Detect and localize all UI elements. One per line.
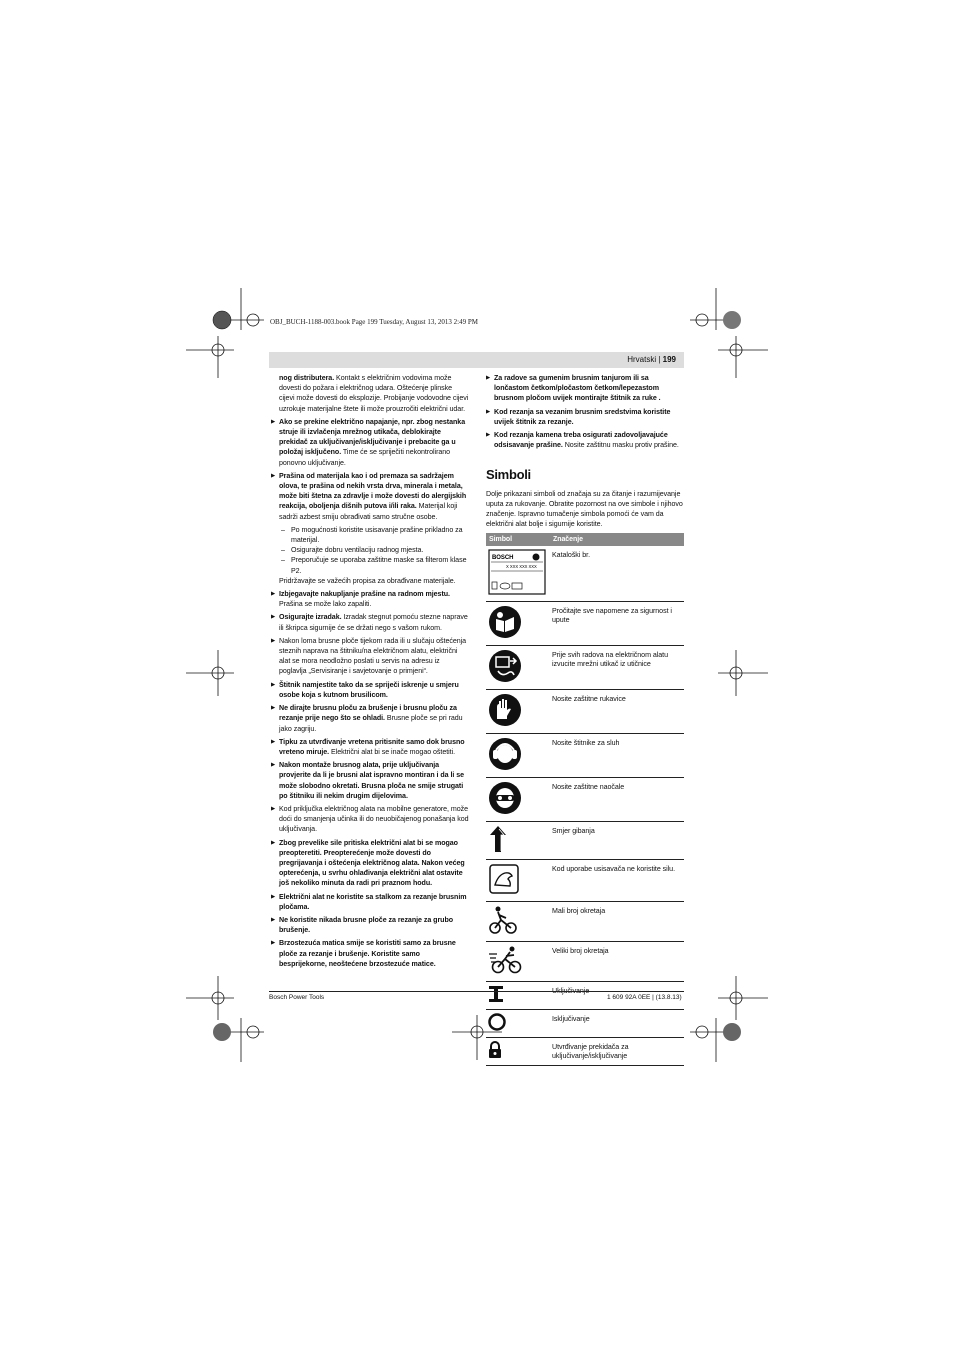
bullet-item [279, 636, 469, 677]
plate-code: X XXX XXX XXX [506, 564, 537, 570]
table-header-row [486, 533, 684, 546]
table-row [486, 646, 684, 690]
symbol-meaning: Prije svih radova na električnom alatu izvucite mrežni utikač iz utičnice [550, 646, 684, 690]
bullet-item [486, 407, 684, 427]
switch-on-icon [486, 982, 550, 1010]
section-intro: Dolje prikazani simboli od značaja su za čitanje i razumijevanje uputa za rukovanje. Obratite pozornost na ove simbole i njihovo značenje. Ispravno tumačenje simbola pomoći će vam da električni alat bolje i sigurnije koristite. [486, 489, 683, 529]
bold-text: Nakon montaže brusnog alata, prije uključivanja provjerite da li je brusni alat ispravno montiran i da li se može slobodno okretati. Brusna ploča ne smije strugati po štitniku ili nekim drugim dijelovima. [279, 761, 465, 800]
table-row [486, 546, 684, 602]
ear-protection-icon [486, 734, 550, 778]
bullet-item [279, 760, 469, 801]
left-column [279, 373, 469, 972]
table-row [486, 1010, 684, 1038]
symbol-meaning: Veliki broj okretaja [550, 942, 684, 982]
bullet-item [279, 589, 469, 609]
symbol-meaning: Nosite zaštitne rukavice [550, 690, 684, 734]
table-row [486, 822, 684, 860]
symbol-meaning: Smjer gibanja [550, 822, 684, 860]
bullet-item [279, 915, 469, 935]
body-text: Po mogućnosti koristite usisavanje prašine prikladno za materijal. [291, 525, 463, 545]
table-row [486, 1038, 684, 1066]
bold-text: Brzostezuća matica smije se koristiti samo za brusne ploče za rezanje i brušenje. Koristite samo besprijekorne, neoštećene brzostezuće matice. [279, 939, 456, 968]
symbol-meaning: Mali broj okretaja [550, 902, 684, 942]
body-text: Kontakt s električnim vodovima može dovesti do požara i električnog udara. Oštećenje plinske cijevi može dovesti do eksplozije. Probijanje vodovodne cijevi uzrokuje materijalne štete ili može prouzročiti električni udar. [279, 374, 469, 413]
bullet-item [279, 612, 469, 632]
bold-text: Tipku za utvrđivanje vretena pritisnite samo dok brusno vreteno miruje. [279, 737, 465, 756]
bullet-item [486, 373, 684, 404]
table-row [486, 942, 684, 982]
bold-text: Zbog prevelike sile pritiska električni alat bi se mogao preopteretiti. Preopterećenje može dovesti do pregrijavanja i oštećenja električnog alata. Nakon većeg opterećenja, u svrhu ohlađivanja električni alat ostavite još nekoliko minuta da radi pri praznom hodu. [279, 838, 465, 888]
body-text: Pridržavajte se važećih propisa za obrađivane materijale. [279, 576, 456, 585]
symbol-meaning: Nosite zaštitne naočale [550, 778, 684, 822]
bold-text: Ako se prekine električno napajanje, npr. zbog nestanka struje ili izvlačenja mrežnog utikača, deblokirajte prekidač za uključivanje/isključivanje i prebacite ga u položaj isključeno. [279, 417, 466, 457]
dash-item [279, 555, 469, 575]
bullet-item [279, 838, 469, 889]
body-text: Brusne ploče se pri radu jako zagriju. [279, 714, 463, 733]
header-separator: | [658, 355, 661, 364]
nameplate-icon [486, 546, 550, 602]
body-text: Nakon loma brusne ploče tijekom rada ili u slučaju oštećenja steznih naprava na štitniku/na električnom alatu, električni alat se mora neodložno poslati u servis na adresu iz poglavlja „Servisiranje i savjetovanje o primjeni“. [279, 636, 467, 676]
symbol-meaning: Nosite štitnike za sluh [550, 734, 684, 778]
body-text: Izradak stegnut pomoću stezne naprave ili škripca sigurnije će se držati nego s vašom rukom. [279, 613, 468, 632]
plate-brand: BOSCH [492, 555, 514, 562]
symbol-meaning: Kataloški br. [550, 546, 684, 602]
body-text: Prašina se može lako zapaliti. [279, 600, 372, 609]
page-number: 199 [662, 355, 676, 364]
bullet-item [279, 417, 469, 468]
footer-brand: Bosch Power Tools [269, 994, 325, 1001]
bullet-item [279, 938, 469, 969]
table-row [486, 734, 684, 778]
bold-text: nog distributera. [279, 374, 335, 382]
body-text: Kod priključka električnog alata na mobilne generatore, može doći do smanjenja učinka ili do neuobičajenog ponašanja kod uključivanja. [279, 804, 469, 834]
table-row [486, 902, 684, 942]
table-row [486, 602, 684, 646]
bullet-item [279, 703, 469, 734]
bold-text: Električni alat ne koristite sa stalkom za rezanje brusnim pločama. [279, 892, 467, 911]
body-text: Materijal koji sadrži azbest smiju obrađivati samo stručne osobe. [279, 502, 458, 521]
bullet-item [279, 737, 469, 757]
bold-text: Izbjegavajte nakupljanje prašine na radnom mjestu. [279, 590, 450, 599]
symbol-meaning: Pročitajte sve napomene za sigurnost i upute [550, 602, 684, 646]
table-row [486, 690, 684, 734]
dash-item [279, 545, 469, 555]
symbols-table [486, 533, 684, 1066]
bold-text: Ne dirajte brusnu ploču za brušenje i brusnu ploču za rezanje prije nego što se ohladi. [279, 704, 457, 723]
paragraph [279, 373, 469, 414]
gloves-icon [486, 690, 550, 734]
bold-text: Za radove sa gumenim brusnim tanjurom ili sa lončastom četkom/pločastom četkom/lepezastom brusnom pločom uvijek montirajte štitnik za ruke . [494, 374, 661, 403]
section-title: Simboli [486, 467, 531, 483]
bold-text: Ne koristite nikada brusne ploče za rezanje za grubo brušenje. [279, 915, 454, 935]
bullet-item [486, 430, 684, 450]
lock-icon [486, 1038, 550, 1066]
safety-goggles-icon [486, 778, 550, 822]
body-text: Osigurajte dobru ventilaciju radnog mjesta. [291, 546, 424, 555]
bold-text: Kod rezanja kamena treba osigurati zadovoljavajuće odsisavanje prašine. [494, 431, 668, 450]
symbol-meaning: Isključivanje [550, 1010, 684, 1038]
symbol-meaning: Utvrđivanje prekidača za uključivanje/isključivanje [550, 1038, 684, 1066]
body-text: Preporučuje se uporaba zaštitne maske sa filterom klase P2. [291, 556, 467, 575]
right-column [486, 373, 684, 1066]
col-symbol-header: Simbol [486, 533, 550, 546]
direction-arrow-icon [486, 822, 550, 860]
low-speed-icon [486, 902, 550, 942]
right-column-bullets [486, 373, 684, 450]
bold-text: Osigurajte izradak. [279, 613, 342, 622]
symbol-meaning: Kod uporabe usisavača ne koristite silu. [550, 860, 684, 902]
bullet-item [279, 892, 469, 912]
high-speed-icon [486, 942, 550, 982]
bullet-item [279, 804, 469, 835]
dash-item [279, 525, 469, 545]
table-row [486, 778, 684, 822]
bold-text: Kod rezanja sa vezanim brusnim sredstvima koristite uvijek štitnik za rezanje. [494, 407, 671, 426]
footer-code: 1 609 92A 0EE | (13.8.13) [607, 994, 682, 1001]
read-manual-icon [486, 602, 550, 646]
unplug-icon [486, 646, 550, 690]
page-header [269, 352, 684, 368]
paragraph [279, 576, 469, 586]
switch-off-icon [486, 1010, 550, 1038]
header-language: Hrvatski [627, 355, 657, 364]
bold-text: Prašina od materijala kao i od premaza sa sadržajem olova, te prašina od nekih vrsta drva, minerala i metala, može biti štetna za zdravlje i može dovesti do alergijskih reakcija, oboljenja dišnih putova i/ili raka. [279, 471, 467, 511]
header-text [627, 355, 676, 364]
body-text: Električni alat bi se inače mogao oštetiti. [329, 747, 456, 756]
bullet-item [279, 680, 469, 700]
body-text: Time će se spriječiti nekontrolirano ponovno uključivanje. [279, 448, 451, 467]
no-force-icon [486, 860, 550, 902]
body-text: Nosite zaštitnu masku protiv prašine. [562, 441, 679, 450]
bullet-item [279, 471, 469, 522]
table-row [486, 860, 684, 902]
bold-text: Štitnik namjestite tako da se spriječi iskrenje u smjeru osobe koja s kutnom brusilicom. [279, 680, 459, 699]
col-meaning-header: Značenje [550, 533, 684, 546]
print-info: OBJ_BUCH-1188-003.book Page 199 Tuesday, August 13, 2013 2:49 PM [270, 318, 478, 326]
footer-divider [269, 991, 684, 992]
